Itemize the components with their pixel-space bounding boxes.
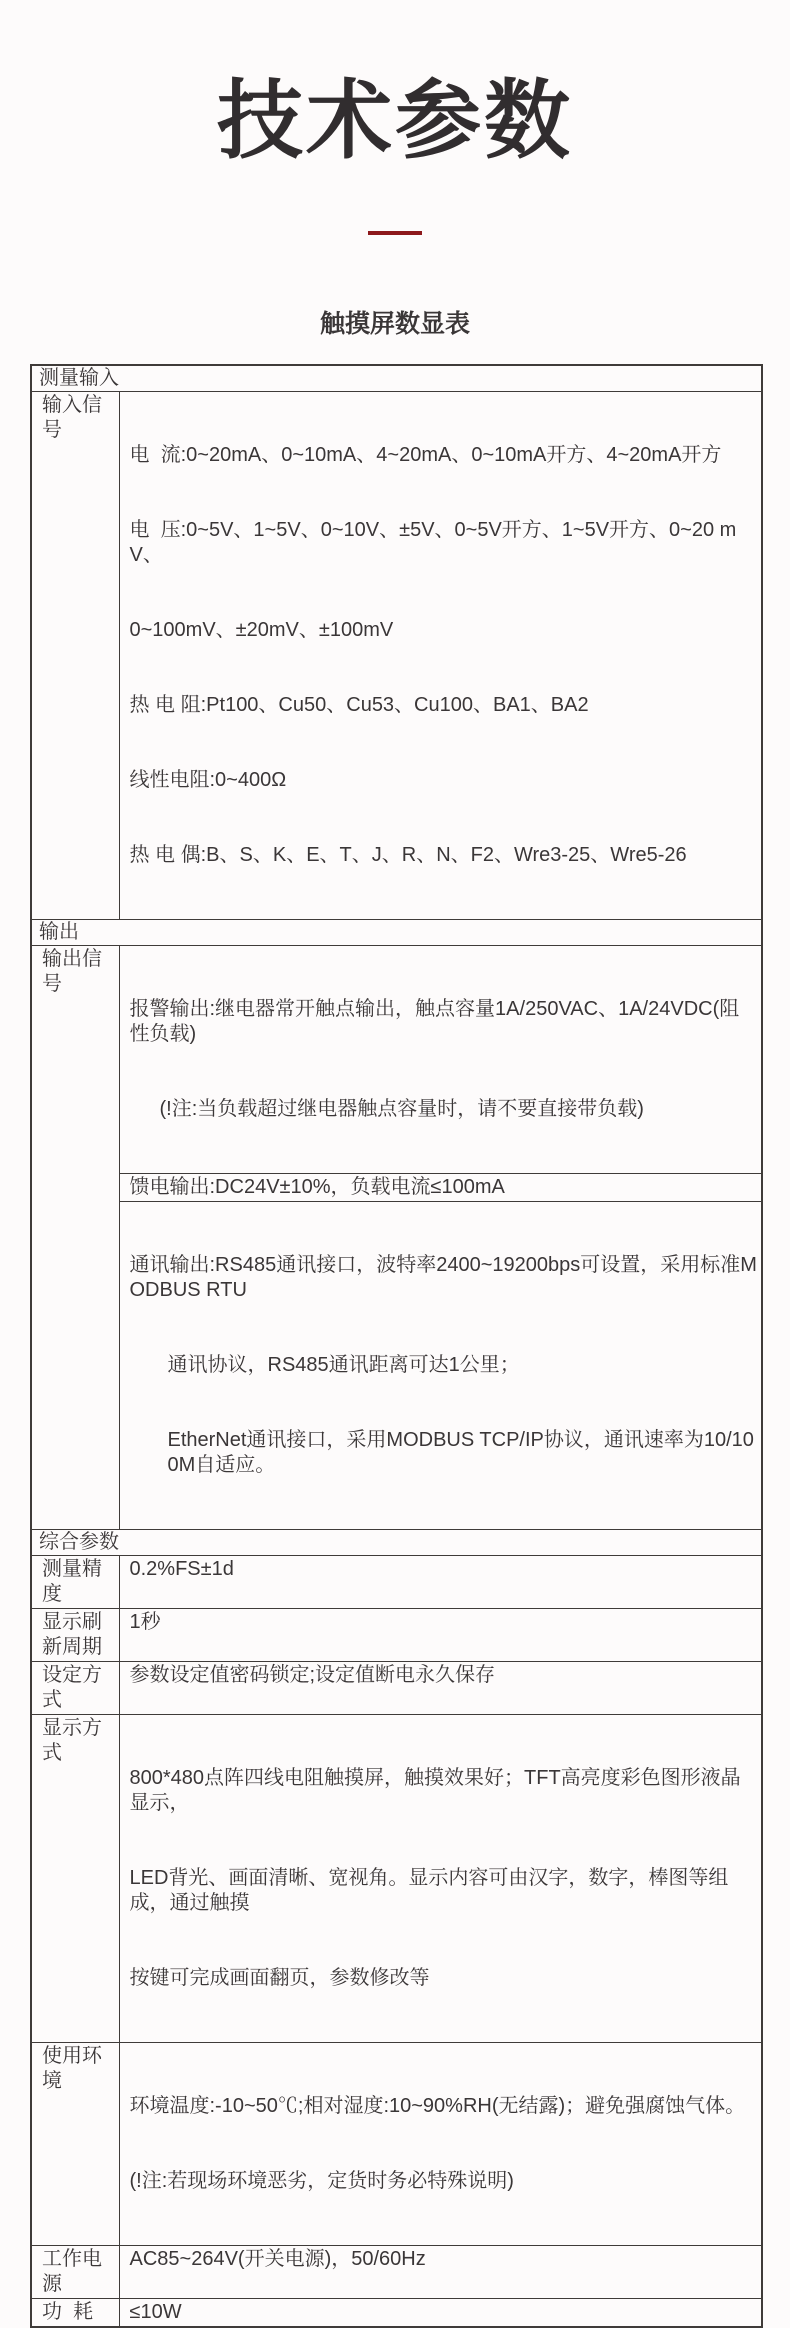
row-label-setting-mode: 设定方式 xyxy=(31,1662,119,1715)
spec-line-thermocouple: 热 电 偶:B、S、K、E、T、J、R、N、F2、Wre3-25、Wre5-26 xyxy=(129,844,687,866)
table-row-power-consumption xyxy=(31,2299,762,2328)
row-value-alarm-output xyxy=(119,946,762,1174)
page-title: 技术参数 xyxy=(217,73,573,169)
spec-line-comm-rs485: 通讯输出:RS485通讯接口，波特率2400~19200bps可设置，采用标准MODBUS RTU xyxy=(129,1254,757,1301)
row-value-input-signal xyxy=(119,392,762,920)
section-subtitle: 触摸屏数显表 xyxy=(319,310,470,338)
spec-line-comm-ethernet: EtherNet通讯接口，采用MODBUS TCP/IP协议，通讯速率为10/100M自适应。 xyxy=(167,1429,754,1476)
row-label-display-mode: 显示方式 xyxy=(31,1715,119,2043)
table-row-input-signal xyxy=(31,392,762,920)
spec-line-environment-note: (!注:若现场环境恶劣，定货时务必特殊说明) xyxy=(129,2170,514,2192)
row-value-refresh-cycle: 1秒 xyxy=(119,1609,762,1662)
spec-line-display-3: 按键可完成画面翻页，参数修改等 xyxy=(129,1967,430,1989)
row-value-accuracy: 0.2%FS±1d xyxy=(119,1556,762,1609)
title-accent-divider xyxy=(368,231,422,235)
row-value-environment xyxy=(119,2043,762,2246)
table-row-setting-mode xyxy=(31,1662,762,1715)
row-value-power-consumption: ≤10W xyxy=(119,2299,762,2328)
spec-line-voltage-cont: 0~100mV、±20mV、±100mV xyxy=(129,619,394,641)
row-label-power-consumption: 功 耗 xyxy=(31,2299,119,2328)
table-row-display-mode xyxy=(31,1715,762,2043)
spec-line-linear-resistance: 线性电阻:0~400Ω xyxy=(129,769,287,791)
spec-line-rtd: 热 电 阻:Pt100、Cu50、Cu53、Cu100、BA1、BA2 xyxy=(129,694,589,716)
table-row-output-signal-feed xyxy=(31,1174,762,1202)
section-header-measure-input: 测量输入 xyxy=(31,365,762,392)
row-label-refresh-cycle: 显示刷新周期 xyxy=(31,1609,119,1662)
spec-line-display-2: LED背光、画面清晰、宽视角。显示内容可由汉字，数字，棒图等组成，通过触摸 xyxy=(129,1867,729,1914)
spec-line-current: 电 流:0~20mA、0~10mA、4~20mA、0~10mA开方、4~20mA开方 xyxy=(129,444,722,466)
spec-line-display-1: 800*480点阵四线电阻触摸屏，触摸效果好；TFT高亮度彩色图形液晶显示， xyxy=(129,1767,741,1814)
row-label-power-supply: 工作电源 xyxy=(31,2246,119,2299)
page xyxy=(0,73,790,2328)
table-row-environment xyxy=(31,2043,762,2246)
table-row-accuracy xyxy=(31,1556,762,1609)
row-label-environment: 使用环境 xyxy=(31,2043,119,2246)
row-value-display-mode xyxy=(119,1715,762,2043)
spec-table xyxy=(30,364,763,2328)
table-row-refresh-cycle xyxy=(31,1609,762,1662)
section-row-measure-input xyxy=(31,365,762,392)
table-row-power-supply xyxy=(31,2246,762,2299)
spec-line-voltage: 电 压:0~5V、1~5V、0~10V、±5V、0~5V开方、1~5V开方、0~20 mV、 xyxy=(129,519,737,566)
table-row-output-signal-comm xyxy=(31,1202,762,1530)
row-value-comm-output xyxy=(119,1202,762,1530)
row-value-feed-output: 馈电输出:DC24V±10%，负载电流≤100mA xyxy=(119,1174,762,1202)
row-value-power-supply: AC85~264V(开关电源)，50/60Hz xyxy=(119,2246,762,2299)
section-row-general xyxy=(31,1530,762,1556)
spec-line-environment: 环境温度:-10~50℃;相对湿度:10~90%RH(无结露)；避免强腐蚀气体。 xyxy=(129,2095,746,2117)
table-row-output-signal-alarm xyxy=(31,946,762,1174)
row-label-accuracy: 测量精度 xyxy=(31,1556,119,1609)
row-value-setting-mode: 参数设定值密码锁定;设定值断电永久保存 xyxy=(119,1662,762,1715)
section-row-output xyxy=(31,920,762,946)
row-label-output-signal: 输出信号 xyxy=(31,946,119,1530)
spec-line-comm-protocol: 通讯协议，RS485通讯距离可达1公里； xyxy=(167,1354,520,1376)
spec-line-alarm-note: (!注:当负载超过继电器触点容量时，请不要直接带负载) xyxy=(159,1098,644,1120)
spec-line-alarm: 报警输出:继电器常开触点输出，触点容量1A/250VAC、1A/24VDC(阻性负载) xyxy=(129,998,740,1045)
row-label-input-signal: 输入信号 xyxy=(31,392,119,920)
section-header-general: 综合参数 xyxy=(31,1530,762,1556)
section-header-output: 输出 xyxy=(31,920,762,946)
